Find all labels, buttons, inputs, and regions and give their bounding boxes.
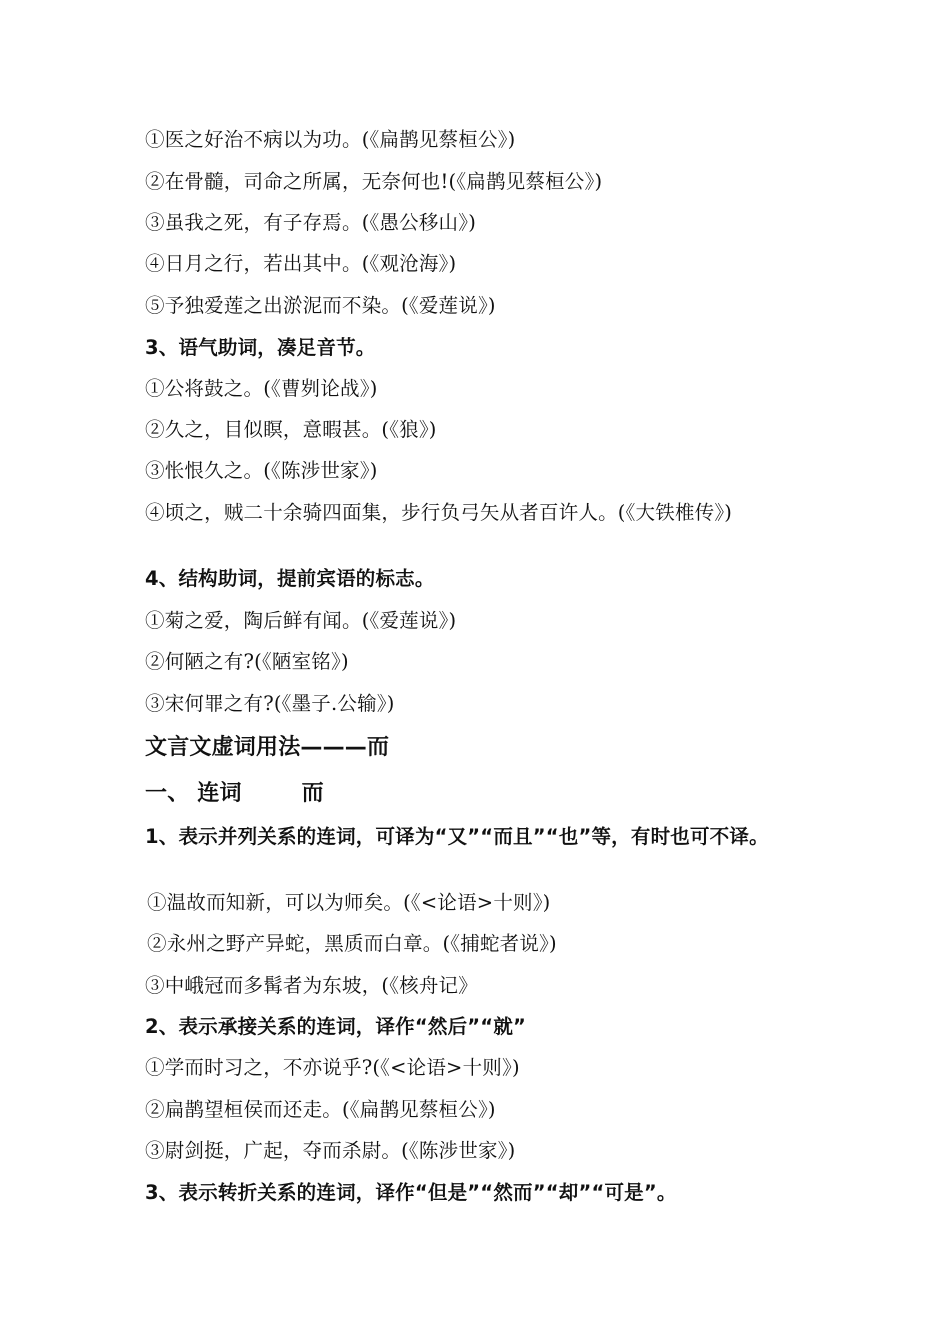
section-heading: 3、语气助词，凑足音节。 xyxy=(145,336,376,359)
subsection-title xyxy=(145,781,810,807)
example-line: ②永州之野产异蛇，黑质而白章。(《捕蛇者说》) xyxy=(147,932,557,955)
chapter-title: 文言文虚词用法———而 xyxy=(145,735,390,760)
section-heading: 4、结构助词，提前宾语的标志。 xyxy=(145,567,435,590)
section-heading: 3、表示转折关系的连词，译作“但是”“然而”“却”“可是”。 xyxy=(145,1181,677,1204)
example-line: ⑤予独爱莲之出淤泥而不染。(《爱莲说》) xyxy=(145,294,496,317)
example-line: ③虽我之死，有子存焉。(《愚公移山》) xyxy=(145,211,477,234)
example-line: ①医之好治不病以为功。(《扁鹊见蔡桓公》) xyxy=(145,128,516,151)
example-line: ④日月之行，若出其中。(《观沧海》) xyxy=(145,252,457,275)
example-line: ④顷之，贼二十余骑四面集，步行负弓矢从者百许人。(《大铁椎传》) xyxy=(145,501,733,524)
example-line: ①温故而知新，可以为师矣。(《<论语>十则》) xyxy=(147,891,551,914)
subsection-word: 而 xyxy=(301,781,324,806)
example-line: ①菊之爱，陶后鲜有闻。(《爱莲说》) xyxy=(145,609,457,632)
example-line: ③怅恨久之。(《陈涉世家》) xyxy=(145,459,378,482)
example-line: ②何陋之有?(《陋室铭》) xyxy=(145,650,349,673)
example-line: ②扁鹊望桓侯而还走。(《扁鹊见蔡桓公》) xyxy=(145,1098,496,1121)
example-line: ①公将鼓之。(《曹刿论战》) xyxy=(145,377,378,400)
example-line: ③中峨冠而多髯者为东坡，(《核舟记》 xyxy=(145,974,478,997)
example-line: ②在骨髓，司命之所属，无奈何也!(《扁鹊见蔡桓公》) xyxy=(145,170,603,193)
section-heading: 2、表示承接关系的连词，译作“然后”“就” xyxy=(145,1015,527,1038)
section-heading: 1、表示并列关系的连词，可译为“又”“而且”“也”等，有时也可不译。 xyxy=(145,825,769,848)
subsection-label: 一、 连词 xyxy=(145,781,242,806)
example-line: ③宋何罪之有?(《墨子.公输》) xyxy=(145,692,395,715)
example-line: ③尉剑挺，广起，夺而杀尉。(《陈涉世家》) xyxy=(145,1139,516,1162)
example-line: ①学而时习之，不亦说乎?(《<论语>十则》) xyxy=(145,1056,520,1079)
example-line: ②久之，目似瞑，意暇甚。(《狼》) xyxy=(145,418,437,441)
